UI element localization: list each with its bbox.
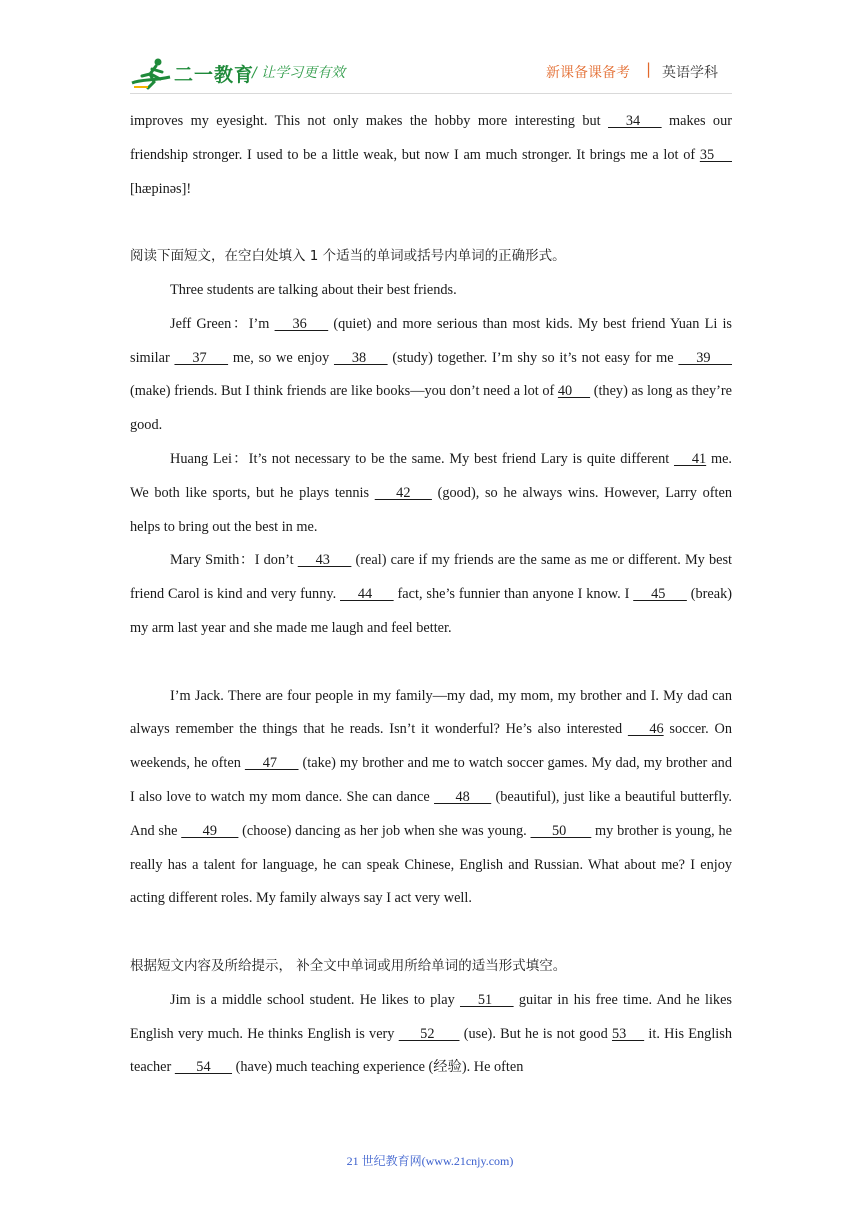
header-separator: | (646, 60, 652, 78)
paragraph-mary: Mary Smith：I don’t 43 (real) care if my friends are the same as me or different. My best friend Carol is kind and very funny. 44 fact, she’s funnier than anyone I know. I 45 (break) my arm last year and she made me laugh and feel better. (130, 544, 732, 645)
blank-44[interactable]: 44 (340, 586, 394, 603)
blank-46[interactable]: 46 (627, 721, 664, 738)
blank-50[interactable]: 50 (530, 822, 592, 839)
instruction-text: 阅读下面短文，在空白处填入 1 个适当的单词或括号内单词的正确形式。 (130, 248, 566, 265)
paragraph-jim: Jim is a middle school student. He likes to play 51 guitar in his free time. And he likes English very much. He thinks English is very 52 (use). But he is not good 53 it. His English teacher 54 (have) much teaching experience (经验). He often (130, 984, 732, 1085)
blank-51[interactable]: 51 (459, 991, 514, 1008)
document-body (130, 105, 732, 1085)
blank-48[interactable]: 48 (434, 788, 492, 805)
intro-text: Three students are talking about their best friends. (170, 281, 457, 298)
blank-37[interactable]: 37 (174, 349, 229, 366)
passage-continuation: improves my eyesight. This not only makes the hobby more interesting but 34 makes our friendship stronger. I used to be a little weak, but now I am much stronger. It brings me a lot of 35 [hæpinəs]! (130, 105, 732, 206)
blank-38[interactable]: 38 (333, 349, 388, 366)
blank-54[interactable]: 54 (174, 1059, 233, 1076)
blank-43[interactable]: 43 (297, 552, 352, 569)
paragraph-jeff: Jeff Green：I’m 36 (quiet) and more serious than most kids. My best friend Yuan Li is similar 37 me, so we enjoy 38 (study) together. I’m shy so it’s not easy for me 39 (make) friends. But I think friends are like books—you don’t need a lot of 40 (they) as long as they’re good. (130, 308, 732, 443)
instruction-text-2: 根据短文内容及所给提示， 补全文中单词或用所给单词的适当形式填空。 (130, 957, 567, 974)
page-header (0, 0, 860, 100)
blank-36[interactable]: 36 (274, 315, 329, 332)
blank-41[interactable]: 41 (673, 450, 707, 467)
brand-slogan: / 让学习更有效 (252, 65, 346, 81)
blank-47[interactable]: 47 (244, 755, 299, 772)
blank-45[interactable]: 45 (633, 586, 687, 603)
header-divider (130, 93, 732, 94)
blank-39[interactable]: 39 (678, 349, 732, 366)
blank-42[interactable]: 42 (374, 484, 432, 501)
page-footer[interactable]: 21 世纪教育网(www.21cnjy.com) (346, 1154, 514, 1168)
blank-52[interactable]: 52 (398, 1025, 460, 1042)
paragraph-jack: I’m Jack. There are four people in my family—my dad, my mom, my brother and I. My dad can always remember the things that he reads. Isn’t it wonderful? He’s also interested 46 soccer. On weekends, he often 47 (take) my brother and me to watch soccer games. My dad, my brother and I also love to watch my mom dance. She can dance 48 (beautiful), just like a beautiful butterfly. And she 49 (choose) dancing as her job when she was young. 50 my brother is young, he really has a talent for language, he can speak Chinese, English and Russian. What about me? I enjoy acting different roles. My family always say I act very well. (130, 687, 733, 907)
header-tag-course: 新课备课备考 (546, 65, 630, 81)
blank-34[interactable]: 34 (608, 113, 662, 129)
header-tag-subject: 英语学科 (662, 65, 718, 81)
paragraph-huang: Huang Lei：It’s not necessary to be the same. My best friend Lary is quite different 41 me. We both like sports, but he plays tennis 42 (good), so he always wins. However, Larry often helps to bring out the best in me. (130, 443, 732, 544)
brand-name: 二一教育 (174, 64, 255, 86)
blank-40[interactable]: 40 (557, 383, 591, 400)
blank-35[interactable]: 35 (699, 146, 732, 163)
blank-53[interactable]: 53 (611, 1025, 645, 1042)
blank-49[interactable]: 49 (181, 822, 239, 839)
